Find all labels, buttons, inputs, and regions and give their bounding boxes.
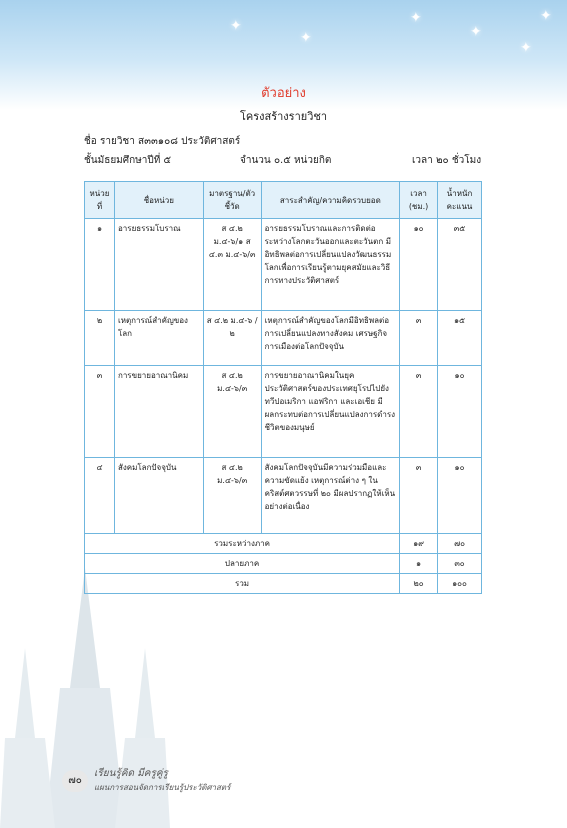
column-header: สาระสำคัญ/ความคิดรวบยอด [261, 182, 400, 219]
unit-number: ๔ [85, 458, 115, 534]
unit-hours: ๓ [400, 311, 438, 366]
example-heading: ตัวอย่าง [261, 86, 306, 101]
unit-score: ๓๕ [438, 219, 482, 311]
total-label: ปลายภาค [85, 554, 400, 574]
unit-standard: ส ๔.๒ ม.๔-๖ /๒ [203, 311, 261, 366]
hours-total: เวลา ๒๐ ชั่วโมง [412, 155, 482, 166]
total-label: รวม [85, 574, 400, 594]
footer-subtitle: แผนการสอนจัดการเรียนรู้ประวัติศาสตร์ [94, 783, 231, 792]
table-row [85, 219, 482, 311]
table-row [85, 311, 482, 366]
sparkle-icon: ✦ [300, 30, 312, 46]
column-header: มาตรฐาน/ตัวชี้วัด [203, 182, 261, 219]
total-hours: ๑๙ [400, 534, 438, 554]
unit-name: สังคมโลกปัจจุบัน [114, 458, 203, 534]
table-row [85, 458, 482, 534]
sparkle-icon: ✦ [540, 8, 552, 24]
column-header: ชื่อหน่วย [114, 182, 203, 219]
course-structure-table [84, 181, 482, 594]
grade-level: ชั้นมัธยมศึกษาปีที่ ๕ [84, 155, 172, 166]
sparkle-icon: ✦ [520, 40, 532, 56]
total-row [85, 554, 482, 574]
unit-standard: ส ๔.๒ ม.๔-๖/๓ [203, 366, 261, 458]
unit-score: ๑๕ [438, 311, 482, 366]
course-structure-title: โครงสร้างรายวิชา [239, 110, 328, 123]
table-header-row [85, 182, 482, 219]
column-header: เวลา (ชม.) [400, 182, 438, 219]
unit-concept: อารยธรรมโบราณและการติดต่อระหว่างโลกตะวันออกและตะวันตก มีอิทธิพลต่อการเปลี่ยนแปลงวัฒนธรรมโลกเพื่อการเรียนรู้ตามยุคสมัยและวิธีการทางประวัติศาสตร์ [261, 219, 400, 311]
footer-branding [94, 766, 230, 794]
column-header: น้ำหนักคะแนน [438, 182, 482, 219]
unit-standard: ส ๔.๒ ม.๔-๖/๑ ส ๔.๓ ม.๔-๖/๓ [203, 219, 261, 311]
sparkle-icon: ✦ [470, 24, 482, 40]
unit-name: อารยธรรมโบราณ [114, 219, 203, 311]
unit-standard: ส ๔.๒ ม.๔-๖/๓ [203, 458, 261, 534]
unit-number: ๑ [85, 219, 115, 311]
total-score: ๓๐ [438, 554, 482, 574]
unit-hours: ๓ [400, 458, 438, 534]
unit-hours: ๓ [400, 366, 438, 458]
total-row [85, 534, 482, 554]
course-name: ชื่อ รายวิชา ส๓๓๑๐๘ ประวัติศาสตร์ [84, 136, 241, 147]
unit-name: การขยายอาณานิคม [114, 366, 203, 458]
unit-concept: เหตุการณ์สำคัญของโลกมีอิทธิพลต่อการเปลี่ยนแปลงทางสังคม เศรษฐกิจ การเมืองต่อโลกปัจจุบัน [261, 311, 400, 366]
unit-concept: สังคมโลกปัจจุบันมีความร่วมมือและความขัดแย้ง เหตุการณ์ต่าง ๆ ในคริสต์ศตวรรษที่ ๒๐ มีผลปรากฏให้เห็นอย่างต่อเนื่อง [261, 458, 400, 534]
unit-number: ๒ [85, 311, 115, 366]
total-hours: ๑ [400, 554, 438, 574]
page-number: ๗๐ [62, 770, 88, 792]
unit-number: ๓ [85, 366, 115, 458]
unit-name: เหตุการณ์สำคัญของโลก [114, 311, 203, 366]
table-row [85, 366, 482, 458]
column-header: หน่วยที่ [85, 182, 115, 219]
footer-title: เรียนรู้คิด มีครูคู่รู [94, 768, 168, 779]
unit-score: ๑๐ [438, 366, 482, 458]
sparkle-icon: ✦ [230, 18, 242, 34]
total-score: ๑๐๐ [438, 574, 482, 594]
unit-score: ๑๐ [438, 458, 482, 534]
unit-concept: การขยายอาณานิคมในยุคประวัติศาสตร์ของประเทศยุโรปไปยังทวีปอเมริกา แอฟริกา และเอเชีย มีผลกระทบต่อการเปลี่ยนแปลงการดำรงชีวิตของมนุษย์ [261, 366, 400, 458]
total-hours: ๒๐ [400, 574, 438, 594]
sparkle-icon: ✦ [410, 10, 422, 26]
credit-count: จำนวน ๐.๕ หน่วยกิต [240, 155, 332, 166]
unit-hours: ๑๐ [400, 219, 438, 311]
total-score: ๗๐ [438, 534, 482, 554]
total-row [85, 574, 482, 594]
total-label: รวมระหว่างภาค [85, 534, 400, 554]
